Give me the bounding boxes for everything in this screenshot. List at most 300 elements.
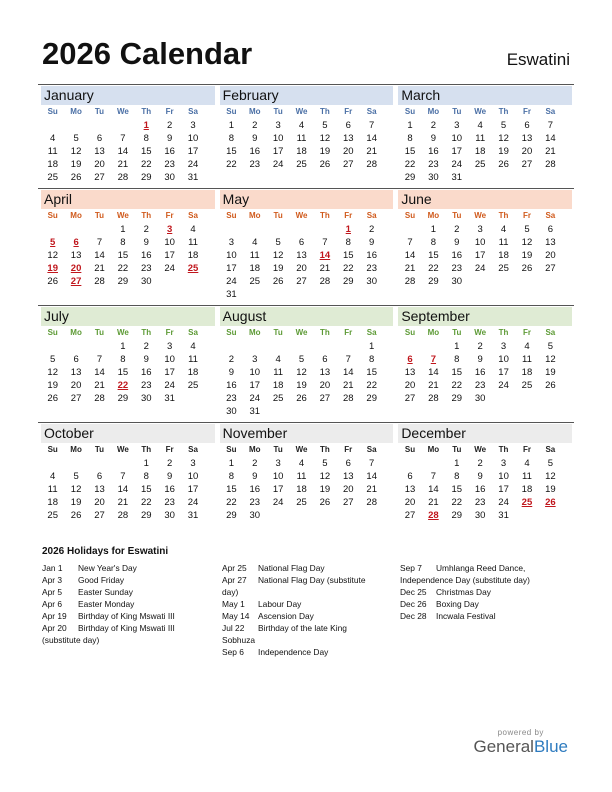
day-cell[interactable]: 23 xyxy=(366,263,377,274)
day-cell[interactable]: 7 xyxy=(322,237,328,248)
day-cell[interactable]: 21 xyxy=(428,380,439,391)
day-cell[interactable]: 8 xyxy=(430,237,437,248)
day-cell[interactable]: 25 xyxy=(296,497,307,508)
day-cell[interactable]: 13 xyxy=(404,367,416,378)
day-cell[interactable]: 18 xyxy=(474,146,486,157)
day-cell[interactable]: 29 xyxy=(226,510,237,521)
day-cell[interactable]: 11 xyxy=(188,354,198,365)
day-cell[interactable]: 7 xyxy=(369,458,375,469)
day-cell[interactable]: 6 xyxy=(524,120,530,131)
day-cell[interactable]: 28 xyxy=(319,276,331,287)
day-cell[interactable]: 3 xyxy=(477,224,483,235)
day-cell[interactable]: 23 xyxy=(164,159,175,170)
day-cell[interactable]: 7 xyxy=(407,237,413,248)
day-cell[interactable]: 20 xyxy=(404,497,416,508)
day-cell[interactable]: 12 xyxy=(47,250,58,261)
day-cell[interactable]: 24 xyxy=(164,380,175,391)
day-cell[interactable]: 28 xyxy=(366,497,377,508)
day-cell[interactable]: 17 xyxy=(474,250,486,261)
day-cell[interactable]: 19 xyxy=(47,380,58,391)
day-cell[interactable]: 11 xyxy=(522,471,532,482)
day-cell[interactable]: 10 xyxy=(249,367,261,378)
day-cell[interactable]: 15 xyxy=(451,484,463,495)
day-cell[interactable]: 8 xyxy=(454,354,460,365)
day-cell[interactable]: 1 xyxy=(228,120,234,131)
holiday-day-cell[interactable]: 7 xyxy=(430,354,437,365)
day-cell[interactable]: 20 xyxy=(94,159,105,170)
day-cell[interactable]: 18 xyxy=(272,380,284,391)
holiday-day-cell[interactable]: 6 xyxy=(407,354,413,365)
day-cell[interactable]: 29 xyxy=(451,393,463,404)
day-cell[interactable]: 29 xyxy=(117,276,129,287)
day-cell[interactable]: 12 xyxy=(296,367,307,378)
day-cell[interactable]: 30 xyxy=(366,276,377,287)
day-cell[interactable]: 9 xyxy=(228,367,234,378)
day-cell[interactable]: 2 xyxy=(143,341,149,352)
day-cell[interactable]: 16 xyxy=(366,250,377,261)
day-cell[interactable]: 9 xyxy=(167,133,173,144)
day-cell[interactable]: 29 xyxy=(451,510,463,521)
day-cell[interactable]: 29 xyxy=(343,276,354,287)
day-cell[interactable]: 19 xyxy=(319,146,331,157)
day-cell[interactable]: 30 xyxy=(474,393,486,404)
day-cell[interactable]: 4 xyxy=(524,341,530,352)
day-cell[interactable]: 14 xyxy=(94,250,105,261)
day-cell[interactable]: 4 xyxy=(524,458,530,469)
day-cell[interactable]: 28 xyxy=(545,159,556,170)
day-cell[interactable]: 2 xyxy=(477,458,483,469)
day-cell[interactable]: 25 xyxy=(498,263,509,274)
day-cell[interactable]: 15 xyxy=(117,250,129,261)
day-cell[interactable]: 24 xyxy=(226,276,237,287)
day-cell[interactable]: 18 xyxy=(187,367,199,378)
day-cell[interactable]: 20 xyxy=(404,380,416,391)
day-cell[interactable]: 19 xyxy=(272,263,284,274)
day-cell[interactable]: 13 xyxy=(70,250,82,261)
day-cell[interactable]: 28 xyxy=(366,159,377,170)
day-cell[interactable]: 16 xyxy=(140,250,152,261)
day-cell[interactable]: 16 xyxy=(428,146,439,157)
day-cell[interactable]: 4 xyxy=(190,341,196,352)
day-cell[interactable]: 5 xyxy=(50,354,56,365)
day-cell[interactable]: 13 xyxy=(296,250,307,261)
day-cell[interactable]: 13 xyxy=(404,484,416,495)
day-cell[interactable]: 8 xyxy=(120,237,126,248)
day-cell[interactable]: 27 xyxy=(94,510,105,521)
day-cell[interactable]: 9 xyxy=(143,354,149,365)
day-cell[interactable]: 30 xyxy=(140,276,152,287)
day-cell[interactable]: 4 xyxy=(477,120,483,131)
day-cell[interactable]: 19 xyxy=(70,497,82,508)
day-cell[interactable]: 3 xyxy=(252,354,258,365)
day-cell[interactable]: 7 xyxy=(96,237,103,248)
day-cell[interactable]: 26 xyxy=(319,497,331,508)
day-cell[interactable]: 8 xyxy=(345,237,351,248)
day-cell[interactable]: 6 xyxy=(322,354,328,365)
holiday-day-cell[interactable]: 1 xyxy=(143,120,149,131)
day-cell[interactable]: 16 xyxy=(140,367,152,378)
day-cell[interactable]: 17 xyxy=(272,146,284,157)
day-cell[interactable]: 28 xyxy=(404,276,416,287)
day-cell[interactable]: 17 xyxy=(187,484,199,495)
day-cell[interactable]: 18 xyxy=(47,497,58,508)
day-cell[interactable]: 28 xyxy=(94,393,105,404)
day-cell[interactable]: 25 xyxy=(474,159,486,170)
day-cell[interactable]: 24 xyxy=(498,497,509,508)
day-cell[interactable]: 19 xyxy=(296,380,307,391)
day-cell[interactable]: 15 xyxy=(343,250,354,261)
day-cell[interactable]: 6 xyxy=(345,458,351,469)
day-cell[interactable]: 1 xyxy=(430,224,437,235)
day-cell[interactable]: 2 xyxy=(252,120,258,131)
holiday-day-cell[interactable]: 14 xyxy=(319,250,331,261)
day-cell[interactable]: 11 xyxy=(296,133,307,144)
day-cell[interactable]: 10 xyxy=(272,133,284,144)
day-cell[interactable]: 29 xyxy=(117,393,129,404)
day-cell[interactable]: 5 xyxy=(547,458,553,469)
day-cell[interactable]: 17 xyxy=(498,367,509,378)
day-cell[interactable]: 7 xyxy=(96,354,103,365)
day-cell[interactable]: 17 xyxy=(498,484,509,495)
day-cell[interactable]: 24 xyxy=(272,497,284,508)
day-cell[interactable]: 2 xyxy=(430,120,437,131)
day-cell[interactable]: 12 xyxy=(70,146,82,157)
day-cell[interactable]: 7 xyxy=(120,133,126,144)
day-cell[interactable]: 1 xyxy=(120,341,126,352)
holiday-day-cell[interactable]: 26 xyxy=(545,497,556,508)
day-cell[interactable]: 1 xyxy=(454,341,460,352)
day-cell[interactable]: 8 xyxy=(120,354,126,365)
day-cell[interactable]: 14 xyxy=(117,484,129,495)
holiday-day-cell[interactable]: 19 xyxy=(47,263,58,274)
day-cell[interactable]: 24 xyxy=(474,263,486,274)
day-cell[interactable]: 11 xyxy=(498,237,509,248)
day-cell[interactable]: 22 xyxy=(428,263,439,274)
day-cell[interactable]: 29 xyxy=(404,172,416,183)
day-cell[interactable]: 2 xyxy=(369,224,375,235)
day-cell[interactable]: 13 xyxy=(521,133,533,144)
day-cell[interactable]: 14 xyxy=(366,133,377,144)
day-cell[interactable]: 19 xyxy=(545,484,556,495)
day-cell[interactable]: 17 xyxy=(249,380,261,391)
day-cell[interactable]: 10 xyxy=(187,133,199,144)
day-cell[interactable]: 12 xyxy=(545,354,556,365)
holiday-day-cell[interactable]: 5 xyxy=(50,237,56,248)
day-cell[interactable]: 21 xyxy=(117,497,129,508)
day-cell[interactable]: 27 xyxy=(94,172,105,183)
day-cell[interactable]: 10 xyxy=(164,354,175,365)
day-cell[interactable]: 9 xyxy=(167,471,173,482)
holiday-day-cell[interactable]: 3 xyxy=(167,224,173,235)
day-cell[interactable]: 22 xyxy=(226,159,237,170)
day-cell[interactable]: 4 xyxy=(298,458,305,469)
day-cell[interactable]: 29 xyxy=(140,172,152,183)
day-cell[interactable]: 1 xyxy=(407,120,413,131)
day-cell[interactable]: 11 xyxy=(188,237,198,248)
day-cell[interactable]: 20 xyxy=(296,263,307,274)
day-cell[interactable]: 24 xyxy=(187,497,199,508)
day-cell[interactable]: 17 xyxy=(272,484,284,495)
day-cell[interactable]: 12 xyxy=(47,367,58,378)
day-cell[interactable]: 11 xyxy=(47,146,58,157)
day-cell[interactable]: 2 xyxy=(167,120,173,131)
day-cell[interactable]: 2 xyxy=(228,354,234,365)
day-cell[interactable]: 8 xyxy=(454,471,460,482)
day-cell[interactable]: 30 xyxy=(249,510,261,521)
day-cell[interactable]: 15 xyxy=(404,146,416,157)
day-cell[interactable]: 27 xyxy=(343,159,354,170)
day-cell[interactable]: 20 xyxy=(94,497,105,508)
day-cell[interactable]: 8 xyxy=(369,354,375,365)
day-cell[interactable]: 4 xyxy=(50,471,56,482)
day-cell[interactable]: 11 xyxy=(522,354,532,365)
day-cell[interactable]: 3 xyxy=(454,120,460,131)
day-cell[interactable]: 23 xyxy=(474,497,486,508)
day-cell[interactable]: 14 xyxy=(343,367,354,378)
day-cell[interactable]: 16 xyxy=(249,484,261,495)
day-cell[interactable]: 16 xyxy=(226,380,237,391)
day-cell[interactable]: 18 xyxy=(521,484,533,495)
day-cell[interactable]: 22 xyxy=(117,263,129,274)
day-cell[interactable]: 23 xyxy=(428,159,439,170)
day-cell[interactable]: 28 xyxy=(428,393,439,404)
day-cell[interactable]: 26 xyxy=(545,380,556,391)
day-cell[interactable]: 31 xyxy=(187,172,199,183)
day-cell[interactable]: 17 xyxy=(164,367,175,378)
day-cell[interactable]: 15 xyxy=(140,484,152,495)
day-cell[interactable]: 4 xyxy=(275,354,281,365)
day-cell[interactable]: 21 xyxy=(94,380,105,391)
day-cell[interactable]: 5 xyxy=(73,133,79,144)
day-cell[interactable]: 15 xyxy=(451,367,463,378)
day-cell[interactable]: 15 xyxy=(140,146,152,157)
day-cell[interactable]: 6 xyxy=(73,354,79,365)
day-cell[interactable]: 20 xyxy=(545,250,556,261)
day-cell[interactable]: 13 xyxy=(94,146,105,157)
day-cell[interactable]: 6 xyxy=(298,237,305,248)
day-cell[interactable]: 6 xyxy=(96,133,103,144)
day-cell[interactable]: 31 xyxy=(498,510,509,521)
day-cell[interactable]: 2 xyxy=(143,224,149,235)
day-cell[interactable]: 8 xyxy=(228,471,234,482)
day-cell[interactable]: 14 xyxy=(404,250,416,261)
day-cell[interactable]: 19 xyxy=(319,484,331,495)
day-cell[interactable]: 23 xyxy=(164,497,175,508)
day-cell[interactable]: 9 xyxy=(477,471,483,482)
day-cell[interactable]: 28 xyxy=(343,393,354,404)
brand-logo[interactable] xyxy=(473,728,568,757)
day-cell[interactable]: 7 xyxy=(345,354,351,365)
day-cell[interactable]: 30 xyxy=(474,510,486,521)
day-cell[interactable]: 11 xyxy=(273,367,284,378)
day-cell[interactable]: 27 xyxy=(404,510,416,521)
day-cell[interactable]: 15 xyxy=(366,367,377,378)
day-cell[interactable]: 5 xyxy=(322,458,328,469)
day-cell[interactable]: 25 xyxy=(187,380,199,391)
day-cell[interactable]: 28 xyxy=(117,172,129,183)
holiday-day-cell[interactable]: 6 xyxy=(73,237,79,248)
day-cell[interactable]: 3 xyxy=(190,458,196,469)
day-cell[interactable]: 13 xyxy=(70,367,82,378)
day-cell[interactable]: 23 xyxy=(249,159,261,170)
day-cell[interactable]: 22 xyxy=(140,159,152,170)
day-cell[interactable]: 23 xyxy=(451,263,463,274)
day-cell[interactable]: 18 xyxy=(498,250,509,261)
day-cell[interactable]: 20 xyxy=(521,146,533,157)
day-cell[interactable]: 26 xyxy=(70,172,82,183)
day-cell[interactable]: 14 xyxy=(366,471,377,482)
day-cell[interactable]: 16 xyxy=(249,146,261,157)
day-cell[interactable]: 26 xyxy=(498,159,509,170)
day-cell[interactable]: 3 xyxy=(275,458,281,469)
day-cell[interactable]: 12 xyxy=(319,471,331,482)
day-cell[interactable]: 15 xyxy=(428,250,439,261)
day-cell[interactable]: 3 xyxy=(167,341,173,352)
day-cell[interactable]: 21 xyxy=(343,380,354,391)
day-cell[interactable]: 13 xyxy=(545,237,556,248)
day-cell[interactable]: 5 xyxy=(524,224,530,235)
day-cell[interactable]: 22 xyxy=(366,380,377,391)
day-cell[interactable]: 26 xyxy=(47,276,58,287)
day-cell[interactable]: 18 xyxy=(521,367,533,378)
day-cell[interactable]: 6 xyxy=(407,471,413,482)
day-cell[interactable]: 16 xyxy=(451,250,463,261)
day-cell[interactable]: 27 xyxy=(521,159,533,170)
day-cell[interactable]: 10 xyxy=(187,471,199,482)
day-cell[interactable]: 5 xyxy=(500,120,507,131)
day-cell[interactable]: 1 xyxy=(454,458,460,469)
day-cell[interactable]: 9 xyxy=(252,133,258,144)
day-cell[interactable]: 24 xyxy=(451,159,463,170)
day-cell[interactable]: 8 xyxy=(143,471,149,482)
day-cell[interactable]: 27 xyxy=(404,393,416,404)
day-cell[interactable]: 26 xyxy=(47,393,58,404)
day-cell[interactable]: 16 xyxy=(474,367,486,378)
day-cell[interactable]: 9 xyxy=(252,471,258,482)
day-cell[interactable]: 21 xyxy=(94,263,105,274)
day-cell[interactable]: 24 xyxy=(498,380,509,391)
day-cell[interactable]: 23 xyxy=(140,380,152,391)
day-cell[interactable]: 22 xyxy=(226,497,237,508)
day-cell[interactable]: 25 xyxy=(296,159,307,170)
day-cell[interactable]: 27 xyxy=(343,497,354,508)
day-cell[interactable]: 4 xyxy=(500,224,507,235)
day-cell[interactable]: 10 xyxy=(226,250,237,261)
day-cell[interactable]: 18 xyxy=(296,146,307,157)
day-cell[interactable]: 19 xyxy=(70,159,82,170)
day-cell[interactable]: 21 xyxy=(428,497,439,508)
day-cell[interactable]: 6 xyxy=(96,471,103,482)
day-cell[interactable]: 3 xyxy=(228,237,234,248)
day-cell[interactable]: 4 xyxy=(298,120,305,131)
day-cell[interactable]: 31 xyxy=(451,172,463,183)
day-cell[interactable]: 17 xyxy=(451,146,463,157)
day-cell[interactable]: 9 xyxy=(369,237,375,248)
day-cell[interactable]: 18 xyxy=(187,250,199,261)
day-cell[interactable]: 23 xyxy=(226,393,237,404)
day-cell[interactable]: 22 xyxy=(404,159,416,170)
day-cell[interactable]: 4 xyxy=(252,237,258,248)
day-cell[interactable]: 22 xyxy=(451,497,463,508)
day-cell[interactable]: 16 xyxy=(164,484,175,495)
day-cell[interactable]: 28 xyxy=(117,510,129,521)
day-cell[interactable]: 25 xyxy=(47,172,58,183)
day-cell[interactable]: 23 xyxy=(474,380,486,391)
day-cell[interactable]: 26 xyxy=(319,159,331,170)
holiday-day-cell[interactable]: 28 xyxy=(428,510,439,521)
day-cell[interactable]: 7 xyxy=(430,471,437,482)
holiday-day-cell[interactable]: 1 xyxy=(345,224,351,235)
day-cell[interactable]: 3 xyxy=(275,120,281,131)
day-cell[interactable]: 30 xyxy=(140,393,152,404)
day-cell[interactable]: 20 xyxy=(70,380,82,391)
day-cell[interactable]: 7 xyxy=(369,120,375,131)
day-cell[interactable]: 12 xyxy=(272,250,284,261)
day-cell[interactable]: 30 xyxy=(428,172,439,183)
day-cell[interactable]: 3 xyxy=(190,120,196,131)
day-cell[interactable]: 21 xyxy=(545,146,556,157)
day-cell[interactable]: 27 xyxy=(70,393,82,404)
day-cell[interactable]: 29 xyxy=(428,276,439,287)
day-cell[interactable]: 12 xyxy=(70,484,82,495)
day-cell[interactable]: 13 xyxy=(343,471,354,482)
day-cell[interactable]: 9 xyxy=(454,237,460,248)
day-cell[interactable]: 26 xyxy=(272,276,284,287)
day-cell[interactable]: 26 xyxy=(296,393,307,404)
day-cell[interactable]: 18 xyxy=(249,263,261,274)
day-cell[interactable]: 9 xyxy=(430,133,437,144)
day-cell[interactable]: 2 xyxy=(454,224,460,235)
day-cell[interactable]: 20 xyxy=(319,380,331,391)
day-cell[interactable]: 29 xyxy=(140,510,152,521)
day-cell[interactable]: 8 xyxy=(143,133,149,144)
day-cell[interactable]: 15 xyxy=(226,146,237,157)
day-cell[interactable]: 31 xyxy=(164,393,175,404)
day-cell[interactable]: 17 xyxy=(164,250,175,261)
day-cell[interactable]: 3 xyxy=(500,341,507,352)
day-cell[interactable]: 23 xyxy=(140,263,152,274)
day-cell[interactable]: 12 xyxy=(545,471,556,482)
day-cell[interactable]: 8 xyxy=(407,133,413,144)
day-cell[interactable]: 25 xyxy=(47,510,58,521)
day-cell[interactable]: 24 xyxy=(272,159,284,170)
day-cell[interactable]: 27 xyxy=(296,276,307,287)
day-cell[interactable]: 14 xyxy=(545,133,556,144)
day-cell[interactable]: 21 xyxy=(117,159,129,170)
day-cell[interactable]: 9 xyxy=(477,354,483,365)
day-cell[interactable]: 19 xyxy=(521,250,533,261)
day-cell[interactable]: 24 xyxy=(249,393,261,404)
day-cell[interactable]: 15 xyxy=(226,484,237,495)
day-cell[interactable]: 24 xyxy=(164,263,175,274)
day-cell[interactable]: 22 xyxy=(451,380,463,391)
holiday-day-cell[interactable]: 25 xyxy=(187,263,199,274)
day-cell[interactable]: 2 xyxy=(477,341,483,352)
day-cell[interactable]: 1 xyxy=(120,224,126,235)
day-cell[interactable]: 21 xyxy=(319,263,331,274)
day-cell[interactable]: 13 xyxy=(94,484,105,495)
day-cell[interactable]: 30 xyxy=(226,406,237,417)
day-cell[interactable]: 27 xyxy=(319,393,331,404)
day-cell[interactable]: 21 xyxy=(404,263,416,274)
day-cell[interactable]: 9 xyxy=(143,237,149,248)
day-cell[interactable]: 14 xyxy=(428,484,439,495)
day-cell[interactable]: 31 xyxy=(249,406,261,417)
holiday-day-cell[interactable]: 20 xyxy=(70,263,82,274)
day-cell[interactable]: 18 xyxy=(47,159,58,170)
day-cell[interactable]: 11 xyxy=(47,484,58,495)
holiday-day-cell[interactable]: 22 xyxy=(117,380,129,391)
